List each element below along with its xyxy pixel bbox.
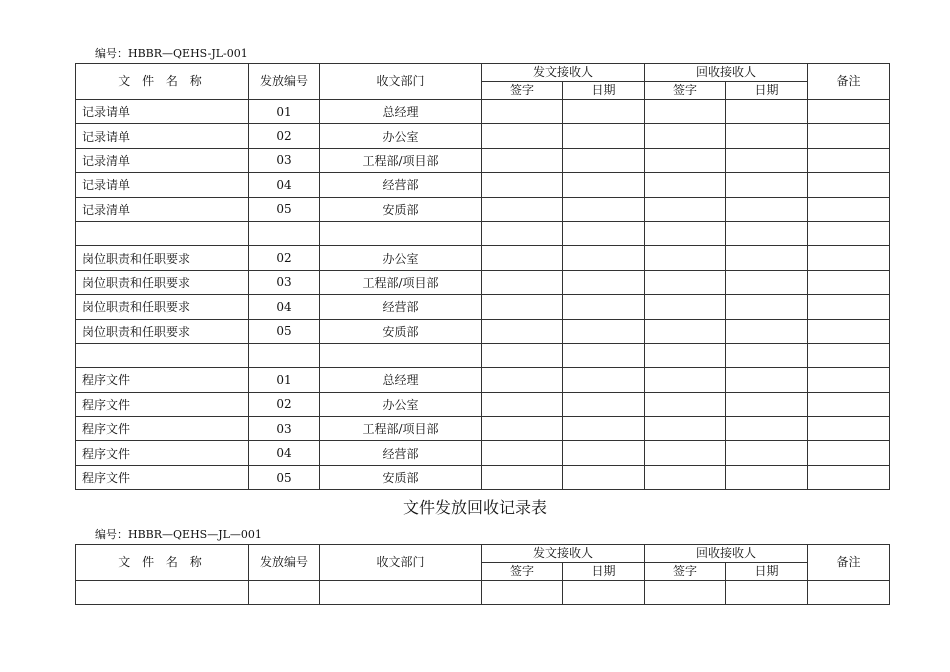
return-date-cell	[726, 246, 808, 270]
table-row	[76, 368, 890, 392]
document-code-top: 编号：HBBR—QEHS-JL-001	[95, 47, 248, 60]
issue-number-cell: 04	[249, 295, 320, 319]
issue-date-cell	[563, 246, 645, 270]
issue-number-cell: 01	[249, 100, 320, 124]
return-sign-cell	[645, 295, 726, 319]
remark-cell	[808, 343, 890, 367]
header-file-name: 文 件 名 称	[76, 545, 249, 581]
issue-date-cell	[563, 417, 645, 441]
issue-number-cell: 03	[249, 270, 320, 294]
return-sign-cell	[645, 246, 726, 270]
issue-date-cell	[563, 173, 645, 197]
distribution-record-table-2	[75, 544, 890, 605]
remark-cell	[808, 319, 890, 343]
page-title: 文件发放回收记录表	[402, 498, 547, 517]
file-name-cell: 岗位职责和任职要求	[76, 270, 249, 294]
table-row	[76, 148, 890, 172]
issue-date-cell	[563, 319, 645, 343]
return-date-cell	[726, 441, 808, 465]
remark-cell	[808, 368, 890, 392]
return-sign-cell	[645, 465, 726, 489]
return-date-cell	[726, 221, 808, 245]
issue-sign-cell	[482, 270, 563, 294]
department-cell: 总经理	[320, 100, 482, 124]
header-issue-recipient: 发文接收人	[482, 64, 645, 82]
file-name-cell: 程序文件	[76, 417, 249, 441]
file-name-cell	[76, 221, 249, 245]
return-date-cell	[726, 173, 808, 197]
table-row	[76, 465, 890, 489]
issue-sign-cell	[482, 246, 563, 270]
issue-number-cell: 05	[249, 465, 320, 489]
department-cell	[320, 581, 482, 605]
header-row-1	[76, 64, 890, 82]
return-sign-cell	[645, 221, 726, 245]
header-issue-number: 发放编号	[249, 545, 320, 581]
issue-sign-cell	[482, 417, 563, 441]
issue-sign-cell	[482, 392, 563, 416]
department-cell: 办公室	[320, 246, 482, 270]
issue-sign-cell	[482, 221, 563, 245]
file-name-cell: 程序文件	[76, 465, 249, 489]
return-sign-cell	[645, 270, 726, 294]
file-name-cell: 记录清单	[76, 148, 249, 172]
file-name-cell: 岗位职责和任职要求	[76, 319, 249, 343]
header-return-date: 日期	[726, 82, 808, 100]
issue-date-cell	[563, 392, 645, 416]
header-issue-sign: 签字	[482, 82, 563, 100]
issue-date-cell	[563, 343, 645, 367]
distribution-record-table	[75, 63, 890, 490]
remark-cell	[808, 392, 890, 416]
issue-sign-cell	[482, 343, 563, 367]
issue-sign-cell	[482, 441, 563, 465]
table-row	[76, 221, 890, 245]
issue-number-cell: 05	[249, 319, 320, 343]
department-cell	[320, 221, 482, 245]
department-cell: 办公室	[320, 392, 482, 416]
return-sign-cell	[645, 100, 726, 124]
return-sign-cell	[645, 197, 726, 221]
return-sign-cell	[645, 343, 726, 367]
header-return-recipient: 回收接收人	[645, 64, 808, 82]
return-date-cell	[726, 148, 808, 172]
issue-sign-cell	[482, 581, 563, 605]
remark-cell	[808, 581, 890, 605]
return-date-cell	[726, 417, 808, 441]
remark-cell	[808, 100, 890, 124]
table-row	[76, 581, 890, 605]
remark-cell	[808, 124, 890, 148]
file-name-cell: 记录清单	[76, 197, 249, 221]
department-cell	[320, 343, 482, 367]
return-sign-cell	[645, 148, 726, 172]
header-return-recipient: 回收接收人	[645, 545, 808, 563]
header-receiving-department: 收文部门	[320, 545, 482, 581]
table-row	[76, 246, 890, 270]
return-date-cell	[726, 100, 808, 124]
issue-date-cell	[563, 441, 645, 465]
issue-date-cell	[563, 148, 645, 172]
remark-cell	[808, 465, 890, 489]
table-row	[76, 319, 890, 343]
file-name-cell: 程序文件	[76, 441, 249, 465]
file-name-cell	[76, 581, 249, 605]
issue-number-cell	[249, 343, 320, 367]
department-cell: 经营部	[320, 441, 482, 465]
issue-date-cell	[563, 221, 645, 245]
issue-number-cell: 02	[249, 392, 320, 416]
header-issue-number: 发放编号	[249, 64, 320, 100]
issue-number-cell: 03	[249, 417, 320, 441]
remark-cell	[808, 441, 890, 465]
issue-number-cell: 02	[249, 124, 320, 148]
table-row	[76, 441, 890, 465]
department-cell: 安质部	[320, 197, 482, 221]
table-row	[76, 124, 890, 148]
return-sign-cell	[645, 392, 726, 416]
issue-sign-cell	[482, 148, 563, 172]
return-sign-cell	[645, 319, 726, 343]
header-return-sign: 签字	[645, 82, 726, 100]
table-row	[76, 295, 890, 319]
header-row-1	[76, 545, 890, 563]
remark-cell	[808, 221, 890, 245]
issue-date-cell	[563, 124, 645, 148]
return-date-cell	[726, 465, 808, 489]
file-name-cell: 程序文件	[76, 392, 249, 416]
issue-date-cell	[563, 295, 645, 319]
header-issue-date: 日期	[563, 82, 645, 100]
issue-sign-cell	[482, 173, 563, 197]
issue-sign-cell	[482, 197, 563, 221]
issue-date-cell	[563, 581, 645, 605]
return-date-cell	[726, 124, 808, 148]
issue-date-cell	[563, 270, 645, 294]
issue-date-cell	[563, 197, 645, 221]
return-date-cell	[726, 197, 808, 221]
department-cell: 安质部	[320, 465, 482, 489]
file-name-cell: 记录请单	[76, 173, 249, 197]
issue-sign-cell	[482, 100, 563, 124]
return-sign-cell	[645, 581, 726, 605]
document-code-bottom: 编号：HBBR—QEHS—JL—001	[95, 528, 262, 541]
remark-cell	[808, 270, 890, 294]
file-name-cell: 记录请单	[76, 100, 249, 124]
issue-number-cell: 03	[249, 148, 320, 172]
issue-sign-cell	[482, 368, 563, 392]
header-remark: 备注	[808, 545, 890, 581]
return-date-cell	[726, 368, 808, 392]
return-sign-cell	[645, 368, 726, 392]
file-name-cell: 程序文件	[76, 368, 249, 392]
file-name-cell: 岗位职责和任职要求	[76, 295, 249, 319]
file-name-cell: 岗位职责和任职要求	[76, 246, 249, 270]
return-sign-cell	[645, 173, 726, 197]
header-receiving-department: 收文部门	[320, 64, 482, 100]
department-cell: 经营部	[320, 295, 482, 319]
department-cell: 工程部/项目部	[320, 270, 482, 294]
return-date-cell	[726, 343, 808, 367]
header-return-date: 日期	[726, 563, 808, 581]
issue-number-cell: 01	[249, 368, 320, 392]
file-name-cell: 记录请单	[76, 124, 249, 148]
issue-sign-cell	[482, 319, 563, 343]
remark-cell	[808, 173, 890, 197]
issue-sign-cell	[482, 124, 563, 148]
department-cell: 总经理	[320, 368, 482, 392]
return-date-cell	[726, 295, 808, 319]
return-sign-cell	[645, 441, 726, 465]
return-date-cell	[726, 392, 808, 416]
table-row	[76, 173, 890, 197]
issue-number-cell	[249, 221, 320, 245]
remark-cell	[808, 295, 890, 319]
issue-number-cell: 05	[249, 197, 320, 221]
department-cell: 工程部/项目部	[320, 417, 482, 441]
remark-cell	[808, 417, 890, 441]
issue-number-cell	[249, 581, 320, 605]
issue-number-cell: 02	[249, 246, 320, 270]
department-cell: 安质部	[320, 319, 482, 343]
remark-cell	[808, 148, 890, 172]
issue-date-cell	[563, 100, 645, 124]
issue-sign-cell	[482, 465, 563, 489]
header-issue-date: 日期	[563, 563, 645, 581]
department-cell: 办公室	[320, 124, 482, 148]
issue-date-cell	[563, 368, 645, 392]
remark-cell	[808, 246, 890, 270]
header-issue-sign: 签字	[482, 563, 563, 581]
table-row	[76, 392, 890, 416]
file-name-cell	[76, 343, 249, 367]
return-date-cell	[726, 581, 808, 605]
header-issue-recipient: 发文接收人	[482, 545, 645, 563]
table-row	[76, 343, 890, 367]
return-sign-cell	[645, 124, 726, 148]
remark-cell	[808, 197, 890, 221]
issue-number-cell: 04	[249, 173, 320, 197]
department-cell: 经营部	[320, 173, 482, 197]
return-sign-cell	[645, 417, 726, 441]
issue-number-cell: 04	[249, 441, 320, 465]
return-date-cell	[726, 270, 808, 294]
table-row	[76, 100, 890, 124]
table-row	[76, 417, 890, 441]
header-file-name: 文 件 名 称	[76, 64, 249, 100]
return-date-cell	[726, 319, 808, 343]
issue-date-cell	[563, 465, 645, 489]
table-row	[76, 270, 890, 294]
department-cell: 工程部/项目部	[320, 148, 482, 172]
header-remark: 备注	[808, 64, 890, 100]
table-row	[76, 197, 890, 221]
header-return-sign: 签字	[645, 563, 726, 581]
issue-sign-cell	[482, 295, 563, 319]
